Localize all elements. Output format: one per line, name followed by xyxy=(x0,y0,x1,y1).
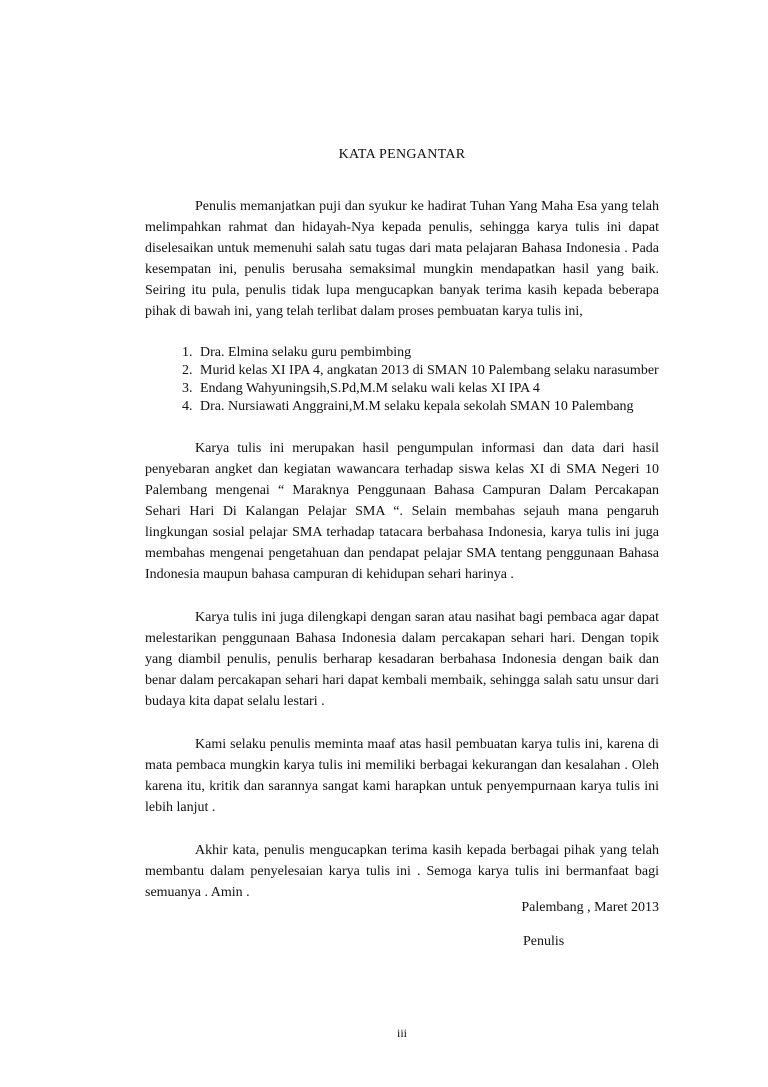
document-title: KATA PENGANTAR xyxy=(338,147,466,162)
list-item: 4. Dra. Nursiawati Anggraini,M.M selaku kepala sekolah SMAN 10 Palembang xyxy=(196,398,659,416)
paragraph-suggestions: Karya tulis ini juga dilengkapi dengan saran atau nasihat bagi pembaca agar dapat melestarikan penggunaan Bahasa Indonesia dalam percakapan sehari hari. Dengan topik yang diambil penulis, penulis berharap kesadaran berbahasa Indonesia dengan baik dan benar dalam percakapan sehari hari dapat kembali membaik, sehingga salah satu unsur dari budaya kita dapat selalu lestari . xyxy=(145,610,659,709)
paragraph-intro: Penulis memanjatkan puji dan syukur ke hadirat Tuhan Yang Maha Esa yang telah melimpahkan rahmat dan hidayah-Nya kepada penulis, sehingga karya tulis ini dapat diselesaikan untuk memenuhi salah satu tugas dari mata pelajaran Bahasa Indonesia . Pada kesempatan ini, penulis berusaha semaksimal mungkin mendapatkan hasil yang baik. Seiring itu pula, penulis tidak lupa mengucapkan banyak terima kasih kepada beberapa pihak di bawah ini, yang telah terlibat dalam proses pembuatan karya tulis ini, xyxy=(145,199,659,319)
signatory: Penulis xyxy=(523,934,565,949)
list-item: 3. Endang Wahyuningsih,S.Pd,M.M selaku wali kelas XI IPA 4 xyxy=(196,380,659,398)
list-item: 1. Dra. Elmina selaku guru pembimbing xyxy=(196,344,659,362)
acknowledgement-list xyxy=(145,344,659,416)
paragraph-content-summary: Karya tulis ini merupakan hasil pengumpulan informasi dan data dari hasil penyebaran angket dan kegiatan wawancara terhadap siswa kelas XI di SMA Negeri 10 Palembang mengenai “ Maraknya Penggunaan Bahasa Campuran Dalam Percakapan Sehari Hari Di Kalangan Pelajar SMA “. Selain membahas sejauh mana pengaruh lingkungan sosial pelajar SMA terhadap tatacara berbahasa Indonesia, karya tulis ini juga membahas mengenai pengetahuan dan pendapat pelajar SMA tentang penggunaan Bahasa Indonesia maupun bahasa campuran di kehidupan sehari harinya . xyxy=(145,441,659,582)
document-page xyxy=(145,0,659,1087)
place-date: Palembang , Maret 2013 xyxy=(521,900,659,915)
paragraph-closing: Akhir kata, penulis mengucapkan terima kasih kepada berbagai pihak yang telah membantu dalam penyelesaian karya tulis ini . Semoga karya tulis ini bermanfaat bagi semuanya . Amin . xyxy=(145,843,659,900)
document-body xyxy=(145,196,659,903)
page-number: iii xyxy=(396,1026,407,1040)
paragraph-apology: Kami selaku penulis meminta maaf atas hasil pembuatan karya tulis ini, karena di mata pembaca mungkin karya tulis ini memiliki berbagai kekurangan dan kesalahan . Oleh karena itu, kritik dan sarannya sangat kami harapkan untuk penyempurnaan karya tulis ini lebih lanjut . xyxy=(145,737,659,815)
list-item: 2. Murid kelas XI IPA 4, angkatan 2013 di SMAN 10 Palembang selaku narasumber xyxy=(196,362,659,380)
